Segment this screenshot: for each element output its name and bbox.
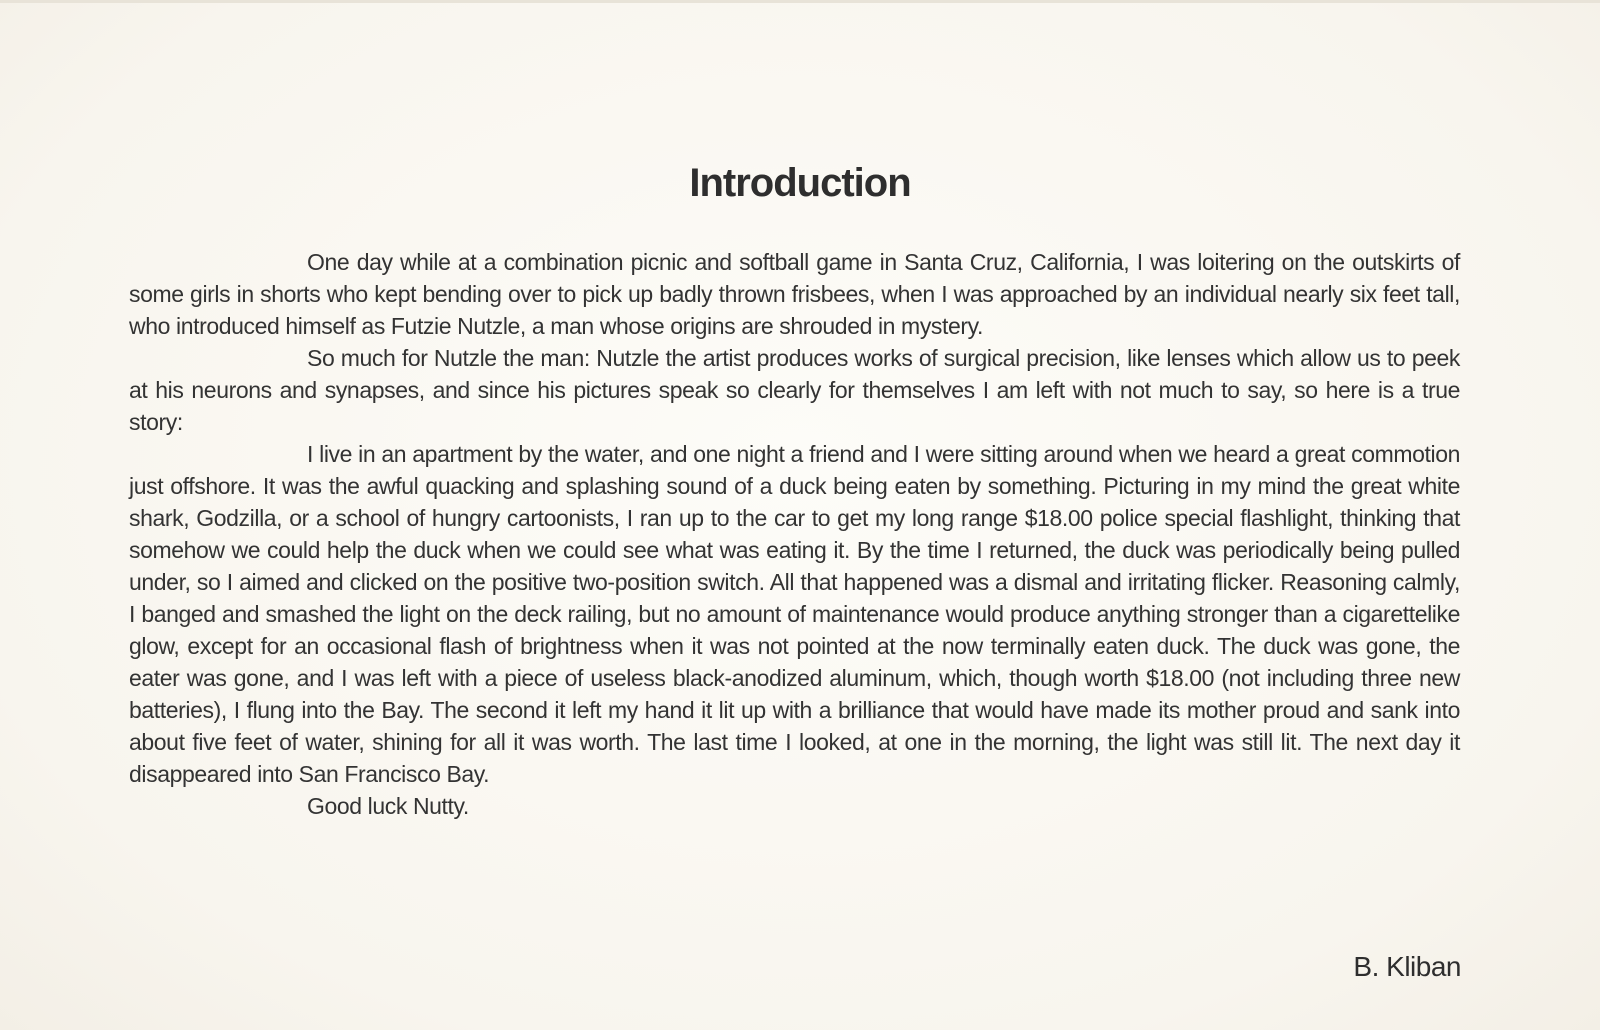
paragraph-2: So much for Nutzle the man: Nutzle the artist produces works of surgical precision, like lenses which allow us to peek at his neurons and synapses, and since his pictures speak so clearly for themselves I am left with not much to say, so here is a true story: [129,345,1460,435]
page-title: Introduction [689,160,911,205]
paragraph-3: I live in an apartment by the water, and one night a friend and I were sitting around when we heard a great commotion just offshore. It was the awful quacking and splashing sound of a duck being eaten by something. Picturing in my mind the great white shark, Godzilla, or a school of hungry cartoonists, I ran up to the car to get my long range $18.00 police special flashlight, thinking that somehow we could help the duck when we could see what was eating it. By the time I returned, the duck was periodically being pulled under, so I aimed and clicked on the positive two-position switch. All that happened was a dismal and irritating flicker. Reasoning calmly, I banged and smashed the light on the deck railing, but no amount of maintenance would produce anything stronger than a cigarettelike glow, except for an occasional flash of brightness when it was not pointed at the now terminally eaten duck. The duck was gone, the eater was gone, and I was left with a piece of useless black-anodized aluminum, which, though worth $18.00 (not including three new batteries), I flung into the Bay. The second it left my hand it lit up with a brilliance that would have made its mother proud and sank into about five feet of water, shining for all it was worth. The last time I looked, at one in the morning, the light was still lit. The next day it disappeared into San Francisco Bay. [129,441,1460,787]
author-signature: B. Kliban [1353,951,1461,982]
paragraph-1: One day while at a combination picnic and softball game in Santa Cruz, California, I was loitering on the outskirts of some girls in shorts who kept bending over to pick up badly thrown frisbees, when I was approached by an individual nearly six feet tall, who introduced himself as Futzie Nutzle, a man whose origins are shrouded in mystery. [129,249,1460,339]
page-edge [0,0,1600,3]
introduction-body [129,246,1460,822]
closing-line: Good luck Nutty. [307,793,469,819]
